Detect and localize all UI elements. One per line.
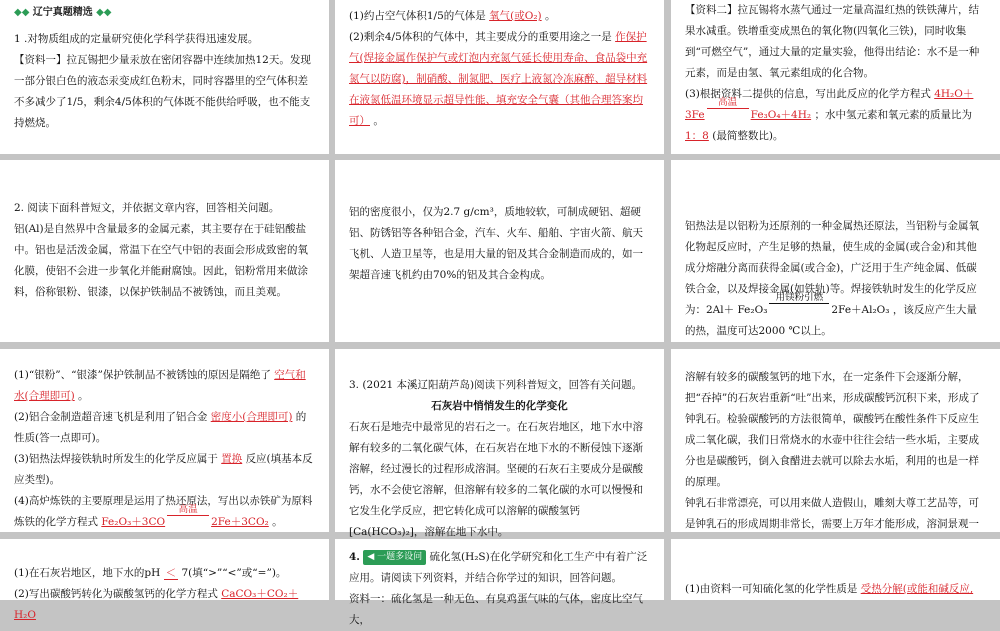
q3-title: 3. (2021 本溪辽阳葫芦岛)阅读下列科普短文，回答有关问题。 xyxy=(349,379,643,391)
q4-1-answer: 受热分解(或能和碱反应, xyxy=(860,583,974,595)
q1-material-2: 【资料二】拉瓦锡将水蒸气通过一定量高温红热的铁铁薄片，结果水减重。铁增重变成黑色的氧化物(四氧化三铁)，同时收集到“可燃空气”，通过大量的定量实验，他得出结论：水不是一种元素，而是由氢、氧元素组成的化合物。 xyxy=(685,4,980,79)
card-q1-answers-a xyxy=(335,0,664,154)
q4-1-prefix: (1)由资料一可知硫化氢的化学性质是 xyxy=(685,583,858,595)
q1-1-suffix: 。 xyxy=(544,10,556,22)
card-q2-paragraph-3 xyxy=(671,160,1000,342)
q1-1-answer: 氧气(或O₂) xyxy=(489,10,542,22)
tag-icon: ◀ xyxy=(367,551,375,562)
q3-paragraph-3: 钟乳石非常漂亮，可以用来做人造假山，雕刻大尊工艺品等，可是钟乳石的形成周期非常长，需要上万年才能形成，溶洞景观一 xyxy=(685,497,979,530)
card-q2-intro xyxy=(0,160,329,342)
card-q1-answers-b xyxy=(671,0,1000,154)
q3-1-suffix: 7(填“>”“<”或“=”)。 xyxy=(181,567,287,579)
diamond-right-icon: ◆◆ xyxy=(96,7,112,18)
section-header: 辽宁真题精选 xyxy=(32,7,93,18)
q2-3-prefix: (3)铝热法焊接铁轨时所发生的化学反应属于 xyxy=(14,453,218,465)
q1-2-prefix: (2)剩余4/5体积的气体中，其主要成分的重要用途之一是 xyxy=(349,31,612,43)
card-q2-paragraph-2 xyxy=(335,160,664,342)
eq-left: Fe₂O₃ xyxy=(737,304,768,316)
card-q3-paragraphs xyxy=(671,349,1000,532)
q3-paragraph-1: 石灰石是地壳中最常见的岩石之一。在石灰岩地区，地下水中溶解有较多的二氧化碳气体，在石灰岩在地下水的不断侵蚀下逐渐溶解，经过漫长的过程形成溶洞。坚硬的石灰石主要成分是碳酸钙，水不会使它溶解，但溶解有较多的二氧化碳的水可以慢慢和它发生化学反应，把它转化成可以溶解的碳酸氢钙[Ca(HCO₃)₂]，溶解在地下水中。 xyxy=(349,421,643,538)
eq-condition: 用镁粉引燃 xyxy=(769,303,829,317)
article-title: 石灰岩中悄悄发生的化学变化 xyxy=(431,400,568,412)
q4-text: 硫化氢(H₂S)在化学研究和化工生产中有着广泛应用。请阅读下列资料，并结合你学过的知识，回答问题。 xyxy=(349,551,648,584)
q2-4-prefix: (4)高炉炼铁的主要原理是运用了热还原法，写出以赤铁矿为原料炼铁的化学方程式 xyxy=(14,495,313,528)
q3-2-answer: CaCO₃＋CO₂＋H₂O xyxy=(14,588,299,621)
card-q3-intro xyxy=(335,349,664,538)
eq-left: Fe₂O₃＋3CO xyxy=(101,516,166,528)
card-q4-intro xyxy=(335,539,664,626)
q2-3-answer: 置换 xyxy=(221,453,243,465)
q3-2-prefix: (2)写出碳酸钙转化为碳酸氢钙的化学方程式 xyxy=(14,588,218,600)
card-q3-answers xyxy=(0,539,329,621)
q4-number: 4. xyxy=(349,551,360,563)
q4-material-1: 资料一：硫化氢是一种无色、有臭鸡蛋气味的气体，密度比空气大， xyxy=(349,593,643,626)
ratio-answer: 1：8 xyxy=(685,130,709,142)
q2-4-equation xyxy=(101,504,272,528)
q1-1-prefix: (1)约占空气体积1/5的气体是 xyxy=(349,10,486,22)
card-q1-intro xyxy=(0,0,329,154)
q2-1-answer: 空气和水(合理即可) xyxy=(14,369,306,402)
card-q4-answers xyxy=(671,539,1000,600)
q1-3-mid: ；水中氢元素和氧元素的质量比为 xyxy=(814,109,972,121)
q3-paragraph-2: 溶解有较多的碳酸氢钙的地下水，在一定条件下会逐渐分解，把“吞掉”的石灰岩重新“吐”出来，形成碳酸钙沉积下来，形成了钟乳石。检验碳酸钙的方法很简单，碳酸钙在酸性条件下反应生成二氧化碳，我们日常烧水的水壶中往往会结一些水垢，主要成分也是碳酸钙，倒入食醋进去就可以除去水垢，利用的也是一样的原理。 xyxy=(685,371,980,488)
eq-left: 4H₂O＋3Fe xyxy=(685,88,974,121)
q2-paragraph-1: 铝(Al)是自然界中含量最多的金属元素，其主要存在于硅铝酸盐中。铝也是活泼金属，常温下在空气中铝的表面会形成致密的氧化膜，使铝不会进一步氧化并能耐腐蚀。因此，铝粉常用来做涂料，俗称银粉、银漆，以保护铁制品不被锈蚀，而且美观。 xyxy=(14,223,308,298)
q2-4-suffix: 。 xyxy=(272,516,283,528)
q1-title: 1 .对物质组成的定量研究使化学科学获得迅速发展。 xyxy=(14,33,259,45)
q1-2-answer: 作保护气(焊接金属作保护气或灯泡内充氮气延长使用寿命、食品袋中充氮气以防腐)，制硝酸、制氮肥、医疗上液氮冷冻麻醉、超导材料在液氮低温环境显示超导性能、填充安全气囊（其他合理答案均可） xyxy=(349,31,648,127)
q1-2-suffix: 。 xyxy=(373,115,384,127)
q2-paragraph-3: 铝热法是以铝粉为还原剂的一种金属热还原法，当铝粉与金属氧化物起反应时，产生足够的热量，使生成的金属(或合金)和其他成分熔融分离而获得金属(或合金)，广泛用于生产纯金属、低碳铁合金，以及焊接金属(如铁轨)等。焊接铁轨时发生的化学反应为：2Al＋ xyxy=(685,220,979,316)
q1-3-prefix: (3)根据资料二提供的信息，写出此反应的化学方程式 xyxy=(685,88,931,100)
q3-1-answer: ＜ xyxy=(165,567,177,579)
q2-1-prefix: (1)“银粉”、“银漆”保护铁制品不被锈蚀的原因是隔绝了 xyxy=(14,369,271,381)
q2-2-prefix: (2)铝合金制造超音速飞机是利用了铝合金 xyxy=(14,411,208,423)
q3-1-prefix: (1)在石灰岩地区，地下水的pH xyxy=(14,567,161,579)
eq-right: 2Fe＋Al₂O₃ xyxy=(831,304,890,316)
eq-right: Fe₃O₄＋4H₂ xyxy=(750,109,812,121)
q1-3-suffix: (最简整数比)。 xyxy=(712,130,784,142)
q2-1-suffix: 。 xyxy=(78,390,89,402)
q2-3-suffix: 反应(填基本反应类型)。 xyxy=(14,453,313,486)
tag-label: 一题多设问 xyxy=(377,551,423,562)
thermite-equation xyxy=(737,292,892,316)
eq-condition: 高温 xyxy=(167,515,209,529)
q2-title: 2. 阅读下面科普短文，并依据文章内容，回答相关问题。 xyxy=(14,202,280,214)
q1-material-1: 【资料一】拉瓦锡把少量汞放在密闭容器中连续加热12天。发现一部分银白色的液态汞变成红色粉末，同时容器里的空气体积差不多减少了1/5，剩余4/5体积的气体既不能供给呼吸，也不能支持燃烧。 xyxy=(14,54,311,129)
eq-condition: 高温 xyxy=(707,108,749,122)
q2-2-answer: 密度小(合理即可) xyxy=(210,411,293,423)
eq-right: 2Fe＋3CO₂ xyxy=(211,516,269,528)
diamond-left-icon: ◆◆ xyxy=(14,7,30,18)
q2-2-suffix: 的性质(答一点即可)。 xyxy=(14,411,307,444)
multi-question-tag xyxy=(363,550,426,565)
q2-paragraph-2: 铝的密度很小，仅为2.7 g/cm³，质地较软，可制成硬铝、超硬铝、防锈铝等各种铝合金，汽车、火车、船舶、宇宙火箭、航天飞机、人造卫星等，也是用大量的铝及其合金制造而成的，如一架超音速飞机约由70%的铝及其合金构成。 xyxy=(349,206,643,281)
q2-paragraph-3-tail: ，该反应产生大量的热，温度可达2000 ℃以上。 xyxy=(685,304,977,337)
card-q2-answers xyxy=(0,349,329,532)
